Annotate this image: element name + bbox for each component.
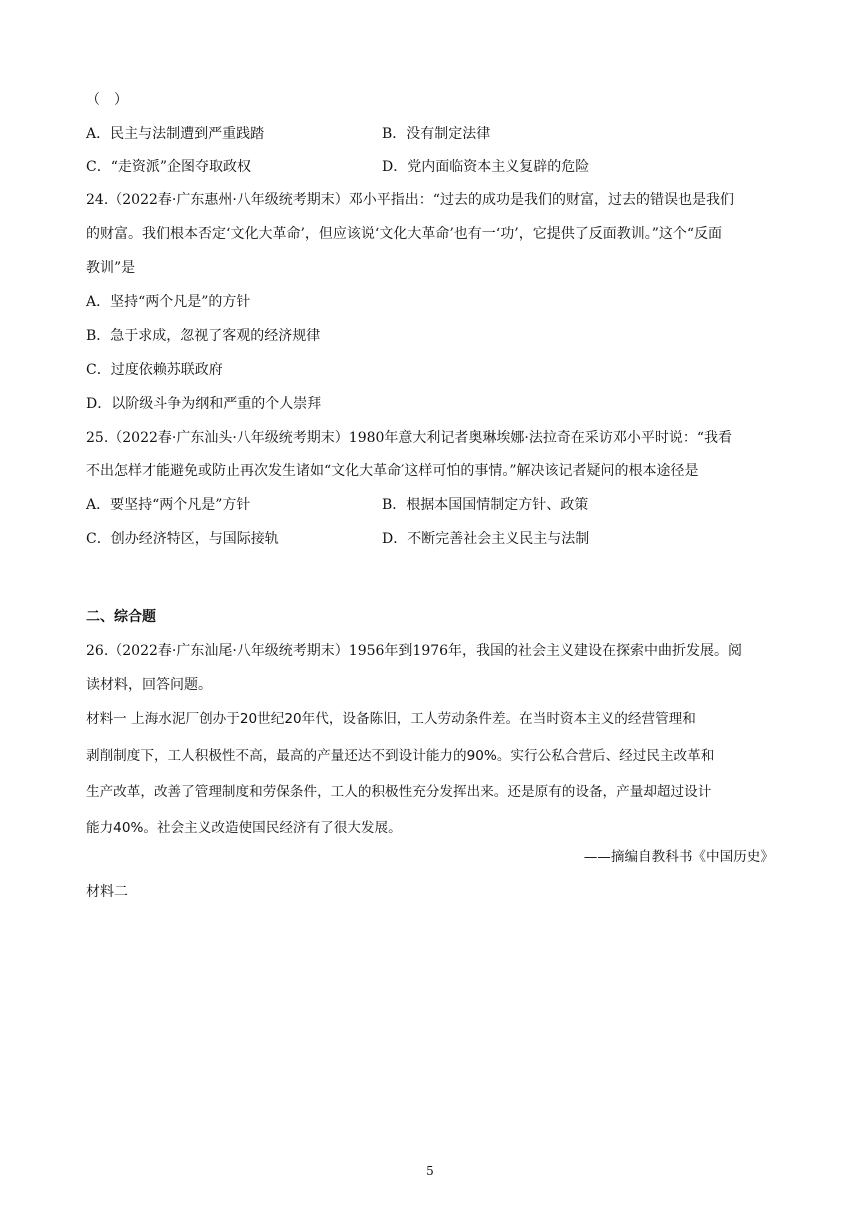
q25-stem-line-2: 不出怎样才能避免或防止再次发生诸如“文化大革命′这样可怕的事情。”解决该记者疑问的根本途径是 [86, 463, 699, 479]
q26-stem-line-2: 读材料，回答问题。 [86, 677, 212, 693]
page-number: 5 [426, 1164, 434, 1178]
q24-option-c: C．过度依赖苏联政府 [86, 362, 223, 378]
q23-option-a: A．民主与法制遭到严重践踏 [86, 126, 265, 142]
q25-stem-line-1: 25.（2022春·广东汕头·八年级统考期末）1980年意大利记者奥琳埃娜·法拉奇在采访邓小平时说：“我看 [86, 430, 733, 446]
answer-parenthesis: （ ） [86, 92, 128, 108]
material2-label: 材料二 [86, 884, 128, 900]
material1-line-3: 生产改革，改善了管理制度和劳保条件，工人的积极性充分发挥出来。还是原有的设备，产量却超过设计 [86, 784, 712, 800]
q25-option-d: D．不断完善社会主义民主与法制 [382, 531, 590, 547]
material1-line-4: 能力40%。社会主义改造使国民经济有了很大发展。 [86, 820, 402, 836]
q24-option-a: A．坚持“两个凡是”的方针 [86, 294, 251, 310]
q23-option-b: B．没有制定法律 [382, 126, 491, 142]
q25-option-a: A．要坚持“两个凡是”方针 [86, 497, 251, 513]
section-heading: 二、综合题 [86, 609, 156, 625]
q25-option-b: B．根据本国国情制定方针、政策 [382, 497, 589, 513]
material1-line-1: 材料一 上海水泥厂创办于20世纪20年代，设备陈旧，工人劳动条件差。在当时资本主义的经营管理和 [86, 711, 696, 727]
material1-line-2: 剥削制度下，工人积极性不高，最高的产量还达不到设计能力的90%。实行公私合营后、经过民主改革和 [86, 748, 715, 764]
q26-stem-line-1: 26.（2022春·广东汕尾·八年级统考期末）1956年到1976年，我国的社会主义建设在探索中曲折发展。阅 [86, 643, 743, 659]
q24-stem-line-2: 的财富。我们根本否定‘文化大革命’，但应该说‘文化大革命’也有一‘功’，它提供了反面教训。”这个“反面 [86, 226, 723, 242]
material1-source: ——摘编自教科书《中国历史》 [583, 849, 774, 865]
q24-option-d: D．以阶级斗争为纲和严重的个人崇拜 [86, 396, 322, 412]
q23-option-c: C．“走资派”企图夺取政权 [86, 159, 252, 175]
q24-option-b: B．急于求成，忽视了客观的经济规律 [86, 328, 321, 344]
q25-option-c: C．创办经济特区，与国际接轨 [86, 531, 279, 547]
q24-stem-line-1: 24.（2022春·广东惠州·八年级统考期末）邓小平指出：“过去的成功是我们的财富，过去的错误也是我们 [86, 192, 734, 208]
q24-stem-line-3: 教训”是 [86, 260, 136, 276]
q23-option-d: D．党内面临资本主义复辟的危险 [382, 159, 590, 175]
